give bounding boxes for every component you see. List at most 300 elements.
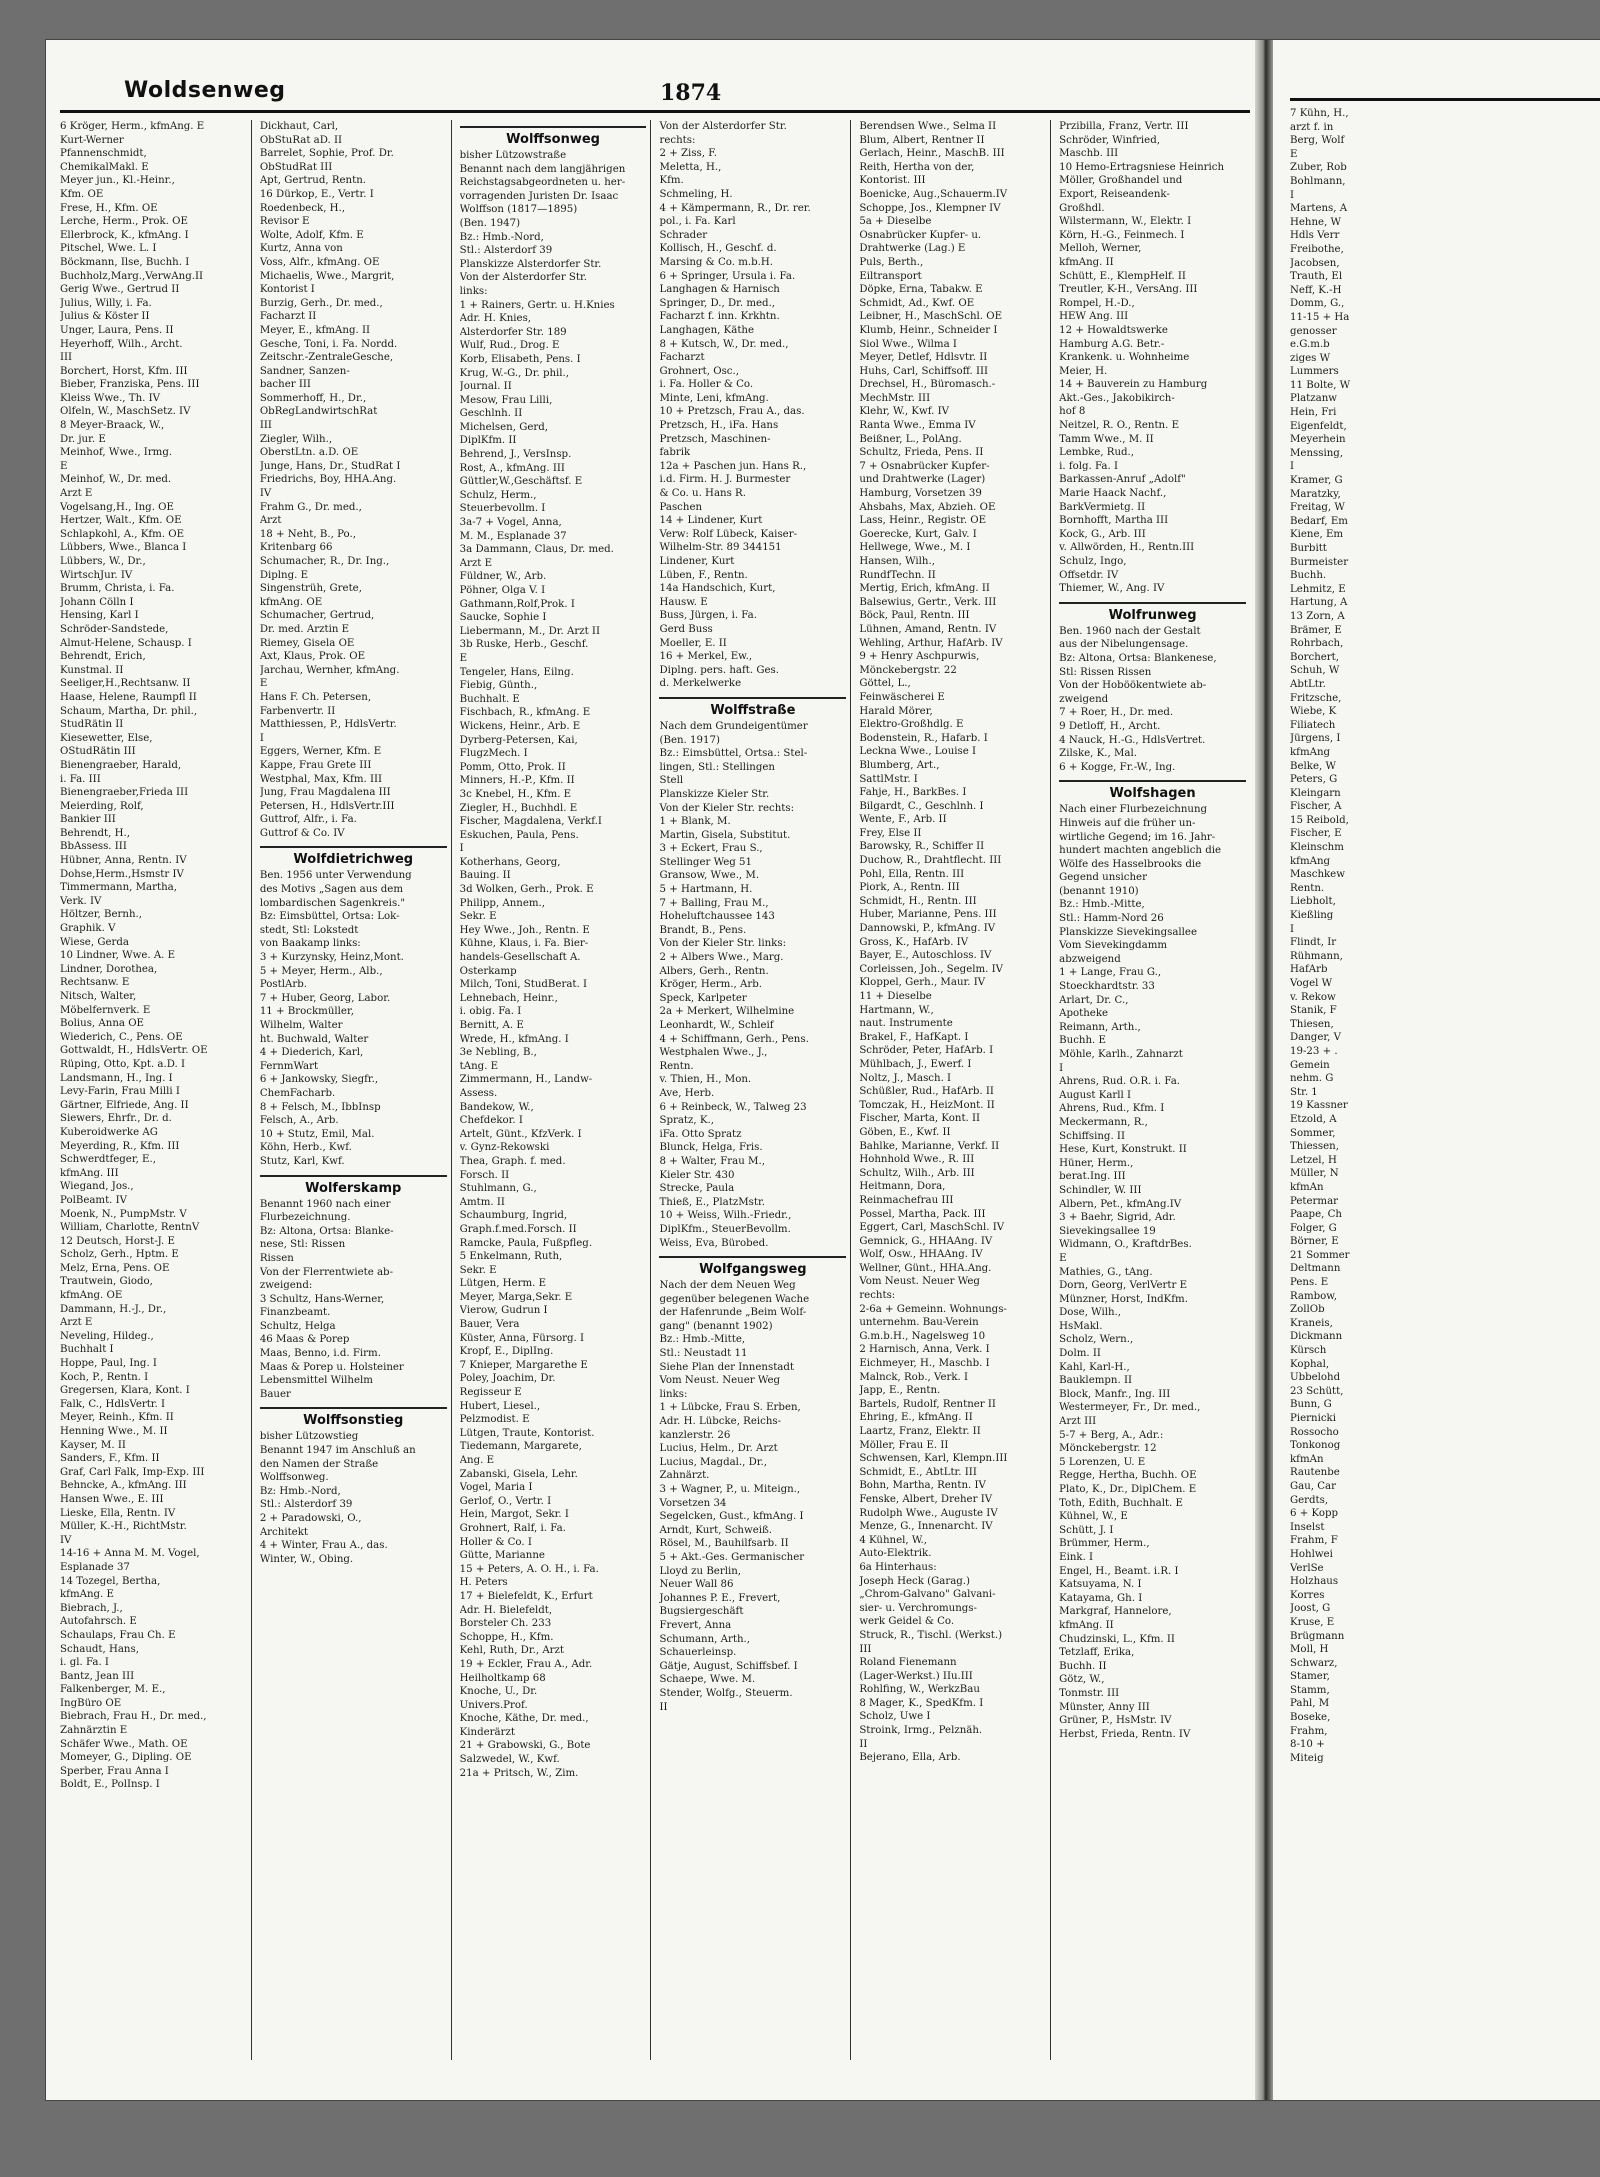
directory-entry: Hansen, Wilh., bbox=[859, 556, 935, 567]
directory-entry: Schwerdtfeger, E., bbox=[60, 1154, 156, 1166]
directory-entry: Gerig Wwe., Gertrud II bbox=[60, 284, 180, 296]
directory-entry: Ahrens, Rud., Kfm. I bbox=[1059, 1103, 1165, 1115]
directory-entry: 3d Wolken, Gerh., Prok. E bbox=[459, 884, 594, 896]
directory-entry: OberstLtn. a.D. OE bbox=[259, 447, 359, 459]
directory-entry: Behrend, J., VersInsp. bbox=[459, 449, 572, 461]
directory-entry: Kurt-Werner bbox=[60, 134, 124, 146]
directory-entry: Weiss, Eva, Bürobed. bbox=[659, 1237, 769, 1249]
directory-entry: Schlapkohl, A., Kfm. OE bbox=[60, 528, 185, 540]
directory-entry: Lehmitz, E bbox=[1290, 583, 1346, 595]
directory-entry: Burzig, Gerh., Dr. med., bbox=[259, 297, 383, 309]
directory-entry: Sommerhoff, H., Dr., bbox=[259, 392, 367, 404]
directory-entry: III bbox=[60, 352, 73, 364]
directory-entry: 3a Dammann, Claus, Dr. med. bbox=[459, 544, 614, 556]
directory-entry: Melloh, Werner, bbox=[1059, 243, 1142, 255]
directory-entry: 10 + Pretzsch, Frau A., das. bbox=[659, 406, 805, 418]
directory-entry: Hamburg, Vorsetzen 39 bbox=[859, 488, 982, 500]
directory-entry: kfmAng. E bbox=[60, 1589, 114, 1601]
directory-entry: Siol Wwe., Wilma I bbox=[859, 338, 957, 350]
directory-entry: Michaelis, Wwe., Margrit, bbox=[259, 270, 395, 282]
directory-entry: Wolte, Adolf, Kfm. E bbox=[259, 229, 364, 241]
directory-entry: Gätje, August, Schiffsbef. I bbox=[659, 1660, 798, 1672]
directory-entry: Pöhner, Olga V. I bbox=[459, 585, 546, 596]
directory-entry: 2a + Merkert, Wilhelmine bbox=[659, 1006, 795, 1018]
directory-entry: Vorsetzen 34 bbox=[659, 1497, 727, 1509]
directory-entry: Lühnen, Amand, Rentn. IV bbox=[859, 623, 997, 635]
directory-entry: Singenstrüh, Grete, bbox=[259, 583, 362, 595]
directory-entry: Schmidt, E., AbtLtr. III bbox=[859, 1466, 977, 1478]
directory-entry: Boseke, bbox=[1290, 1712, 1331, 1724]
directory-entry: Minners, H.-P., Kfm. II bbox=[459, 775, 575, 787]
directory-entry: Brämer, E bbox=[1290, 624, 1342, 636]
directory-entry: Julius, Willy, i. Fa. bbox=[60, 297, 152, 309]
directory-entry: Kontorist. III bbox=[859, 175, 926, 187]
directory-entry: Kuberoidwerke AG bbox=[60, 1126, 158, 1138]
directory-entry: Hartmann, W., bbox=[859, 1004, 934, 1016]
directory-entry: Flindt, Ir bbox=[1290, 937, 1337, 949]
directory-entry: Hellwege, Wwe., M. I bbox=[859, 542, 971, 554]
directory-entry: Dammann, H.-J., Dr., bbox=[60, 1303, 167, 1315]
directory-entry: 3a-7 + Vogel, Anna, bbox=[459, 517, 562, 529]
directory-entry: 19 Kassner bbox=[1290, 1100, 1348, 1112]
directory-entry: Eichmeyer, H., Maschb. I bbox=[859, 1358, 990, 1370]
directory-entry: Stl: Rissen Rissen bbox=[1059, 666, 1152, 678]
directory-entry: Ziegler, Wilh., bbox=[259, 433, 333, 445]
directory-entry: Behrendt, H., bbox=[60, 827, 130, 839]
directory-entry: Bz.: Hmb.-Mitte, bbox=[1059, 899, 1145, 911]
directory-entry: Meyer, Reinh., Kfm. II bbox=[60, 1412, 174, 1424]
directory-entry: Tetzlaff, Erika, bbox=[1059, 1647, 1135, 1659]
directory-entry: Klumb, Heinr., Schneider I bbox=[859, 324, 998, 336]
directory-entry: Ehring, E., kfmAng. II bbox=[859, 1412, 973, 1424]
directory-entry: (Lager-Werkst.) IIu.III bbox=[859, 1670, 973, 1682]
directory-entry: Bankier III bbox=[60, 814, 116, 826]
directory-entry: Neuer Wall 86 bbox=[659, 1579, 734, 1591]
directory-entry: Frevert, Anna bbox=[659, 1619, 732, 1631]
directory-entry: Dyrberg-Petersen, Kai, bbox=[459, 734, 578, 746]
directory-entry: Kayser, M. II bbox=[60, 1439, 126, 1451]
directory-entry: 5 Enkelmann, Ruth, bbox=[459, 1251, 563, 1263]
directory-entry: 16 Dürkop, E., Vertr. I bbox=[259, 188, 374, 200]
directory-entry: Winter, W., Obing. bbox=[259, 1553, 354, 1565]
directory-entry: Gregersen, Klara, Kont. I bbox=[60, 1385, 190, 1397]
directory-entry: Schröder, Winfried, bbox=[1059, 134, 1160, 146]
directory-entry: Stamm, bbox=[1290, 1684, 1330, 1696]
directory-entry: Katayama, Gh. I bbox=[1059, 1592, 1143, 1604]
book-gutter bbox=[1255, 40, 1273, 2100]
directory-entry: Planskizze Alsterdorfer Str. bbox=[459, 258, 602, 270]
directory-entry: Facharzt II bbox=[259, 311, 317, 323]
directory-entry: kfmAng. II bbox=[1059, 1619, 1114, 1631]
directory-entry: fabrik bbox=[659, 447, 691, 459]
directory-entry: 6 + Reinbeck, W., Talweg 23 bbox=[659, 1101, 807, 1113]
directory-entry: Roland Fienemann bbox=[859, 1657, 957, 1669]
directory-entry: hof 8 bbox=[1059, 406, 1086, 418]
directory-entry: Schoppe, Jos., Klempner IV bbox=[859, 202, 1001, 214]
directory-entry: Esplanade 37 bbox=[60, 1561, 130, 1573]
directory-entry: ChemikalMakl. E bbox=[60, 161, 149, 173]
directory-entry: Levy-Farin, Frau Milli I bbox=[60, 1086, 180, 1098]
directory-entry: 16 + Merkel, Ew., bbox=[659, 651, 753, 663]
directory-entry: Widmann, O., KraftdrBes. bbox=[1059, 1239, 1192, 1251]
directory-entry: Flurbezeichnung. bbox=[259, 1212, 351, 1224]
directory-entry: Bedarf, Em bbox=[1290, 515, 1348, 527]
directory-entry: 10 + Weiss, Wilh.-Friedr., bbox=[659, 1210, 792, 1222]
directory-entry: Wrede, H., kfmAng. I bbox=[459, 1033, 569, 1045]
directory-entry: Fischer, A bbox=[1290, 801, 1342, 813]
directory-entry: Verk. IV bbox=[60, 895, 102, 907]
directory-entry: Dohse,Herm.,Hsmstr IV bbox=[60, 868, 184, 880]
directory-entry: Westphal, Max, Kfm. III bbox=[259, 773, 383, 785]
directory-entry: lombardischen Sagenkreis." bbox=[259, 897, 406, 909]
directory-entry: Peters, G bbox=[1290, 774, 1338, 786]
directory-entry: Inselst bbox=[1290, 1521, 1325, 1533]
directory-entry: Domm, G., bbox=[1290, 298, 1345, 310]
directory-entry: 5 Lorenzen, U. E bbox=[1059, 1456, 1146, 1468]
directory-entry: Bienengraeber,Frieda III bbox=[60, 787, 189, 799]
directory-entry: Alsterdorfer Str. 189 bbox=[459, 326, 567, 338]
directory-entry: WirtschJur. IV bbox=[60, 569, 133, 581]
directory-entry: Schrader bbox=[659, 229, 708, 241]
directory-entry: Ranta Wwe., Emma IV bbox=[859, 420, 976, 432]
directory-entry: Rissen bbox=[259, 1252, 294, 1264]
directory-entry: bisher Lützowstraße bbox=[459, 150, 567, 161]
directory-entry: Drahtwerke (Lag.) E bbox=[859, 243, 966, 255]
directory-entry: Kleingarn bbox=[1290, 787, 1341, 799]
directory-entry: Belke, W bbox=[1290, 760, 1336, 772]
directory-entry: bacher III bbox=[259, 379, 311, 391]
directory-entry: Rohrbach, bbox=[1290, 638, 1344, 650]
directory-entry: Lloyd zu Berlin, bbox=[659, 1565, 742, 1577]
directory-entry: Farbenvertr. II bbox=[259, 705, 336, 717]
directory-entry: Stell bbox=[659, 775, 684, 787]
directory-entry: Riemey, Gisela OE bbox=[259, 637, 355, 649]
directory-entry: 13 Zorn, A bbox=[1290, 610, 1345, 622]
directory-entry: Berg, Wolf bbox=[1290, 135, 1345, 147]
directory-entry: Balsewius, Gertr., Verk. III bbox=[859, 596, 997, 608]
directory-entry: Tonmstr. III bbox=[1059, 1687, 1120, 1699]
directory-entry: Meinhof, W., Dr. med. bbox=[60, 474, 172, 486]
directory-entry: Benannt 1947 im Anschluß an bbox=[259, 1445, 416, 1457]
directory-entry: Zahnärzt. bbox=[659, 1470, 710, 1482]
directory-entry: ChemFacharb. bbox=[259, 1087, 336, 1099]
directory-entry: Schröder, Peter, HafArb. I bbox=[859, 1045, 994, 1057]
directory-entry: Kritenbarg 66 bbox=[259, 542, 333, 554]
directory-entry: Ben. 1960 nach der Gestalt bbox=[1059, 625, 1201, 637]
directory-entry: Schüßler, Rud., HafArb. II bbox=[859, 1086, 994, 1098]
directory-entry: Lütgen, Herm. E bbox=[459, 1278, 547, 1290]
directory-entry: 7 + Balling, Frau M., bbox=[659, 897, 769, 909]
directory-entry: Miteig bbox=[1290, 1752, 1324, 1764]
directory-entry: August Karll I bbox=[1059, 1089, 1132, 1101]
directory-entry: von Baakamp links: bbox=[259, 938, 361, 950]
directory-entry: 46 Maas & Porep bbox=[259, 1334, 350, 1346]
directory-entry: Martens, A bbox=[1290, 203, 1348, 215]
directory-entry: Moenk, N., PumpMstr. V bbox=[60, 1208, 187, 1220]
directory-entry: Tengeler, Hans, Eilng. bbox=[459, 666, 574, 678]
directory-entry: Brügmann bbox=[1290, 1630, 1345, 1642]
directory-entry: Bilgardt, C., Geschlnh. I bbox=[859, 800, 984, 812]
directory-entry: Rautenbe bbox=[1290, 1467, 1340, 1479]
directory-entry: Küster, Anna, Fürsorg. I bbox=[459, 1332, 584, 1344]
directory-entry: Spratz, K., bbox=[659, 1115, 714, 1127]
directory-entry: Rohlfing, W., WerkzBau bbox=[859, 1684, 980, 1696]
directory-entry: 17 + Bielefeldt, K., Erfurt bbox=[459, 1590, 593, 1602]
directory-entry: Forsch. II bbox=[459, 1169, 510, 1181]
directory-entry: rechts: bbox=[859, 1290, 896, 1302]
directory-entry: Deltmann bbox=[1290, 1263, 1341, 1275]
directory-entry: 11 + Brockmüller, bbox=[259, 1006, 354, 1018]
directory-entry: 7 + Huber, Georg, Labor. bbox=[259, 992, 391, 1004]
directory-entry: Stoeckhardtstr. 33 bbox=[1059, 981, 1155, 993]
directory-entry: 2 + Ziss, F. bbox=[659, 148, 717, 160]
directory-entry: Schoppe, H., Kfm. bbox=[459, 1631, 554, 1643]
directory-entry: Leonhardt, W., Schleif bbox=[659, 1020, 774, 1031]
directory-entry: Bornhofft, Martha III bbox=[1059, 515, 1169, 527]
directory-entry: Friedrichs, Boy, HHA.Ang. bbox=[259, 474, 397, 486]
directory-entry: i. gl. Fa. I bbox=[60, 1657, 109, 1669]
directory-entry: Artelt, Günt., KfzVerk. I bbox=[459, 1128, 582, 1140]
directory-entry: Koch, P., Rentn. I bbox=[60, 1371, 149, 1383]
directory-entry: Michelsen, Gerd, bbox=[459, 421, 548, 433]
directory-entry: Platzanw bbox=[1290, 393, 1338, 405]
directory-entry: Piernicki bbox=[1290, 1413, 1336, 1424]
directory-entry: Hubert, Liesel., bbox=[459, 1400, 541, 1412]
directory-entry: Arzt E bbox=[459, 557, 493, 569]
directory-entry: Lebensmittel Wilhelm bbox=[259, 1375, 373, 1387]
directory-entry: 5 + Meyer, Herm., Alb., bbox=[259, 965, 383, 977]
directory-entry: 8 + Walter, Frau M., bbox=[659, 1155, 765, 1167]
directory-entry: I bbox=[1059, 1062, 1064, 1074]
directory-entry: Chefdekor. I bbox=[459, 1115, 523, 1127]
directory-entry: Unger, Laura, Pens. II bbox=[60, 324, 174, 336]
directory-entry: Gross, K., HafArb. IV bbox=[859, 936, 969, 948]
directory-entry: Fiebig, Günth., bbox=[459, 680, 538, 692]
directory-entry: nese, Stl: Rissen bbox=[259, 1239, 346, 1251]
directory-entry: ZollOb bbox=[1290, 1304, 1325, 1316]
directory-entry: Schaepe, Wwe. M. bbox=[659, 1674, 756, 1686]
directory-entry: Reimann, Arth., bbox=[1059, 1021, 1141, 1033]
directory-entry: Plato, K., Dr., DiplChem. E bbox=[1059, 1484, 1197, 1495]
directory-entry: Steuerbevollm. I bbox=[459, 503, 546, 515]
directory-entry: 14-16 + Anna M. M. Vogel, bbox=[60, 1548, 200, 1560]
directory-entry: Haase, Helene, Raumpfl II bbox=[60, 691, 197, 703]
directory-entry: Osnabrücker Kupfer- u. bbox=[859, 229, 982, 241]
directory-entry: Eigenfeldt, bbox=[1290, 420, 1347, 432]
directory-entry: des Motivs „Sagen aus dem bbox=[259, 884, 403, 896]
directory-entry: Gathmann,Rolf,Prok. I bbox=[459, 598, 575, 610]
directory-entry: handels-Gesellschaft A. bbox=[459, 952, 581, 964]
directory-entry: Füldner, W., Arb. bbox=[459, 571, 547, 583]
directory-entry: Offsetdr. IV bbox=[1059, 569, 1119, 581]
directory-entry: Hoppe, Paul, Ing. I bbox=[60, 1358, 157, 1370]
directory-entry: Nach dem Grundeigentümer bbox=[659, 720, 808, 732]
directory-entry: Vom Sievekingdamm bbox=[1059, 940, 1168, 952]
directory-entry: Saucke, Sophie I bbox=[459, 612, 547, 624]
directory-entry: „Chrom-Galvano" Galvani- bbox=[859, 1589, 996, 1601]
directory-entry: Struck, R., Tischl. (Werkst.) bbox=[859, 1629, 1003, 1641]
directory-entry: Falkenberger, M. E., bbox=[60, 1684, 166, 1696]
column-6 bbox=[1059, 120, 1250, 2060]
directory-entry: Pitschel, Wwe. L. I bbox=[60, 243, 157, 255]
directory-entry: Rudolph Wwe., Auguste IV bbox=[859, 1507, 998, 1519]
directory-entry: Großhdl. bbox=[1059, 202, 1105, 214]
directory-entry: Roedenbeck, H., bbox=[259, 202, 346, 214]
directory-entry: Lucius, Magdal., Dr., bbox=[659, 1456, 768, 1468]
directory-entry: Mönckebergstr. 12 bbox=[1059, 1443, 1157, 1455]
directory-entry: Von der Flerrentwiete ab- bbox=[259, 1266, 394, 1278]
directory-entry: 2 Harnisch, Anna, Verk. I bbox=[859, 1344, 990, 1356]
directory-entry: Marsing & Co. m.b.H. bbox=[659, 256, 773, 268]
directory-entry: Schäfer Wwe., Math. OE bbox=[60, 1738, 188, 1750]
directory-entry: 2 + Paradowski, O., bbox=[259, 1513, 362, 1524]
directory-entry: Kfm. OE bbox=[60, 188, 104, 200]
directory-entry: Zabanski, Gisela, Lehr. bbox=[459, 1468, 578, 1480]
directory-entry: Block, Manfr., Ing. III bbox=[1059, 1388, 1171, 1400]
directory-entry: (benannt 1910) bbox=[1059, 885, 1139, 897]
directory-entry: Schütt, J. I bbox=[1059, 1524, 1114, 1536]
directory-entry: Kühnel, W., E bbox=[1059, 1511, 1128, 1523]
directory-entry: Schultz, Helga bbox=[259, 1320, 336, 1332]
directory-entry: Axt, Klaus, Prok. OE bbox=[259, 651, 366, 663]
directory-entry: Lübbers, W., Dr., bbox=[60, 556, 146, 567]
directory-entry: I bbox=[1290, 923, 1295, 935]
directory-entry: VerlSe bbox=[1290, 1562, 1324, 1574]
directory-entry: Bz.: Hmb.-Nord, bbox=[459, 231, 544, 243]
directory-entry: Timmermann, Martha, bbox=[60, 882, 177, 894]
directory-entry: Knoche, Käthe, Dr. med., bbox=[459, 1713, 589, 1725]
directory-entry: Münster, Anny III bbox=[1059, 1701, 1150, 1713]
directory-entry: Fahje, H., BarkBes. I bbox=[859, 787, 967, 799]
directory-entry: Holler & Co. I bbox=[459, 1536, 532, 1548]
directory-entry: 12a + Paschen jun. Hans R., bbox=[659, 460, 807, 472]
directory-entry: Tonkonog bbox=[1290, 1440, 1341, 1452]
directory-entry: Kraneis, bbox=[1290, 1317, 1333, 1329]
directory-entry: Bantz, Jean III bbox=[60, 1670, 135, 1682]
directory-entry: genosser bbox=[1290, 325, 1337, 337]
directory-entry: Malnck, Rob., Verk. I bbox=[859, 1371, 969, 1383]
directory-entry: Scholz, Uwe I bbox=[859, 1711, 931, 1723]
directory-entry: kfmAn bbox=[1290, 1453, 1324, 1465]
directory-entry: Beißner, L., PolAng. bbox=[859, 433, 962, 445]
directory-entry: 21 Sommer bbox=[1290, 1249, 1350, 1261]
directory-entry: Buchhalt. E bbox=[459, 693, 520, 705]
directory-entry: i. folg. Fa. I bbox=[1059, 460, 1118, 472]
directory-entry: Hohnhold Wwe., R. III bbox=[859, 1154, 975, 1166]
directory-entry: Müller, K.-H., RichtMstr. bbox=[60, 1521, 187, 1533]
directory-entry: Bugsiergeschäft bbox=[659, 1606, 744, 1618]
directory-entry: Strecke, Paula bbox=[659, 1183, 735, 1195]
directory-entry: 11 + Dieselbe bbox=[859, 991, 932, 1002]
directory-entry: Kleiss Wwe., Th. IV bbox=[60, 392, 160, 404]
directory-entry: Münzner, Horst, IndKfm. bbox=[1059, 1293, 1188, 1305]
directory-entry: Wehling, Arthur, HafArb. IV bbox=[859, 637, 1003, 649]
directory-entry: Amtm. II bbox=[459, 1196, 505, 1208]
directory-entry: Wölfe des Hasselbrooks die bbox=[1059, 858, 1202, 870]
directory-entry: III bbox=[259, 420, 272, 432]
directory-entry: 6 Kröger, Herm., kfmAng. E bbox=[60, 121, 205, 132]
directory-entry: Adr. H. Lübcke, Reichs- bbox=[659, 1416, 782, 1428]
directory-entry: Fischer, Marta, Kont. II bbox=[859, 1113, 981, 1125]
directory-entry: Döpke, Erna, Tabakw. E bbox=[859, 284, 983, 296]
directory-entry: Paschen bbox=[659, 501, 703, 513]
directory-entry: Henning Wwe., M. II bbox=[60, 1426, 168, 1437]
directory-entry: arzt f. in bbox=[1290, 121, 1334, 133]
directory-entry: 6 + Jankowsky, Siegfr., bbox=[259, 1074, 379, 1086]
directory-entry: 5 + Hartmann, H. bbox=[659, 884, 753, 896]
directory-entry: Geschlnh. II bbox=[459, 408, 523, 420]
directory-entry: Str. 1 bbox=[1290, 1086, 1318, 1098]
directory-entry: den Namen der Straße bbox=[259, 1458, 379, 1470]
directory-entry: Toth, Edith, Buchhalt. E bbox=[1059, 1497, 1183, 1509]
directory-entry: Kruse, E bbox=[1290, 1616, 1335, 1628]
directory-entry: 3 + Kurzynsky, Heinz,Mont. bbox=[259, 952, 404, 964]
directory-entry: Reinmachefrau III bbox=[859, 1194, 954, 1206]
directory-entry: Schuh, W bbox=[1290, 665, 1340, 677]
directory-entry: Borsteler Ch. 233 bbox=[459, 1618, 552, 1630]
directory-entry: Vierow, Gudrun I bbox=[459, 1305, 548, 1317]
directory-entry: Kießling bbox=[1290, 910, 1334, 922]
directory-entry: 6 + Springer, Ursula i. Fa. bbox=[659, 270, 796, 282]
directory-entry: I bbox=[259, 732, 264, 744]
directory-entry: Bz: Hmb.-Nord, bbox=[259, 1485, 341, 1497]
directory-entry: d. Merkelwerke bbox=[659, 678, 742, 690]
directory-entry: 3 Schultz, Hans-Werner, bbox=[259, 1293, 385, 1305]
directory-entry: E bbox=[259, 678, 268, 690]
right-page bbox=[1290, 70, 1600, 2060]
directory-entry: Thiesen, bbox=[1290, 1018, 1334, 1030]
directory-entry: 5a + Dieselbe bbox=[859, 216, 932, 228]
directory-entry: AbtLtr. bbox=[1290, 678, 1326, 690]
page-number: 1874 bbox=[660, 80, 722, 106]
directory-entry: PolBeamt. IV bbox=[60, 1194, 128, 1206]
directory-entry: Bienengraeber, Harald, bbox=[60, 759, 182, 771]
directory-entry: Lüben, F., Rentn. bbox=[659, 569, 748, 581]
directory-entry: E bbox=[1059, 1252, 1067, 1264]
directory-entry: Krug, W.-G., Dr. phil., bbox=[459, 367, 570, 379]
directory-entry: Salzwedel, W., Kwf. bbox=[459, 1754, 560, 1766]
directory-entry: Schmeling, H. bbox=[659, 188, 733, 200]
directory-entry: Kappe, Frau Grete III bbox=[259, 759, 372, 771]
directory-entry: kfmAng. III bbox=[60, 1167, 119, 1179]
directory-entry: 9 + Henry Aschpurwis, bbox=[859, 651, 980, 663]
directory-entry: Möbelfernverk. E bbox=[60, 1004, 151, 1016]
directory-entry: Liebermann, M., Dr. Arzt II bbox=[459, 625, 600, 637]
directory-entry: unternehm. Bau-Verein bbox=[859, 1317, 979, 1329]
directory-entry: Benannt 1960 nach einer bbox=[259, 1198, 391, 1210]
directory-entry: Revisor E bbox=[259, 216, 310, 228]
directory-entry: Mathies, G., tAng. bbox=[1059, 1266, 1153, 1278]
directory-entry: Schumann, Arth., bbox=[659, 1633, 750, 1645]
directory-entry: Von der Alsterdorfer Str. bbox=[659, 121, 787, 132]
directory-entry: William, Charlotte, RentnV bbox=[60, 1222, 200, 1234]
directory-entry: Sekr. E bbox=[459, 911, 497, 923]
directory-entry: 21 + Grabowski, G., Bote bbox=[459, 1740, 591, 1752]
directory-entry: 19 + Eckler, Frau A., Adr. bbox=[459, 1658, 593, 1670]
directory-entry: Hausw. E bbox=[659, 596, 708, 608]
directory-entry: Meyer jun., Kl.-Heinr., bbox=[60, 175, 175, 187]
directory-entry: Osterkamp bbox=[459, 965, 517, 977]
directory-entry: Barkassen-Anruf „Adolf" bbox=[1059, 474, 1186, 486]
directory-entry: Philipp, Annem., bbox=[459, 897, 546, 909]
directory-entry: Hey Wwe., Joh., Rentn. E bbox=[459, 924, 590, 936]
directory-entry: Stamer, bbox=[1290, 1671, 1330, 1683]
directory-entry: Pretzsch, H., iFa. Hans bbox=[659, 420, 779, 432]
directory-entry: Ben. 1956 unter Verwendung bbox=[259, 870, 412, 882]
directory-entry: 15 + Peters, A. O. H., i. Fa. bbox=[459, 1563, 599, 1575]
directory-entry: Müller, N bbox=[1290, 1168, 1339, 1180]
directory-entry: 2 + Albers Wwe., Marg. bbox=[659, 952, 784, 964]
